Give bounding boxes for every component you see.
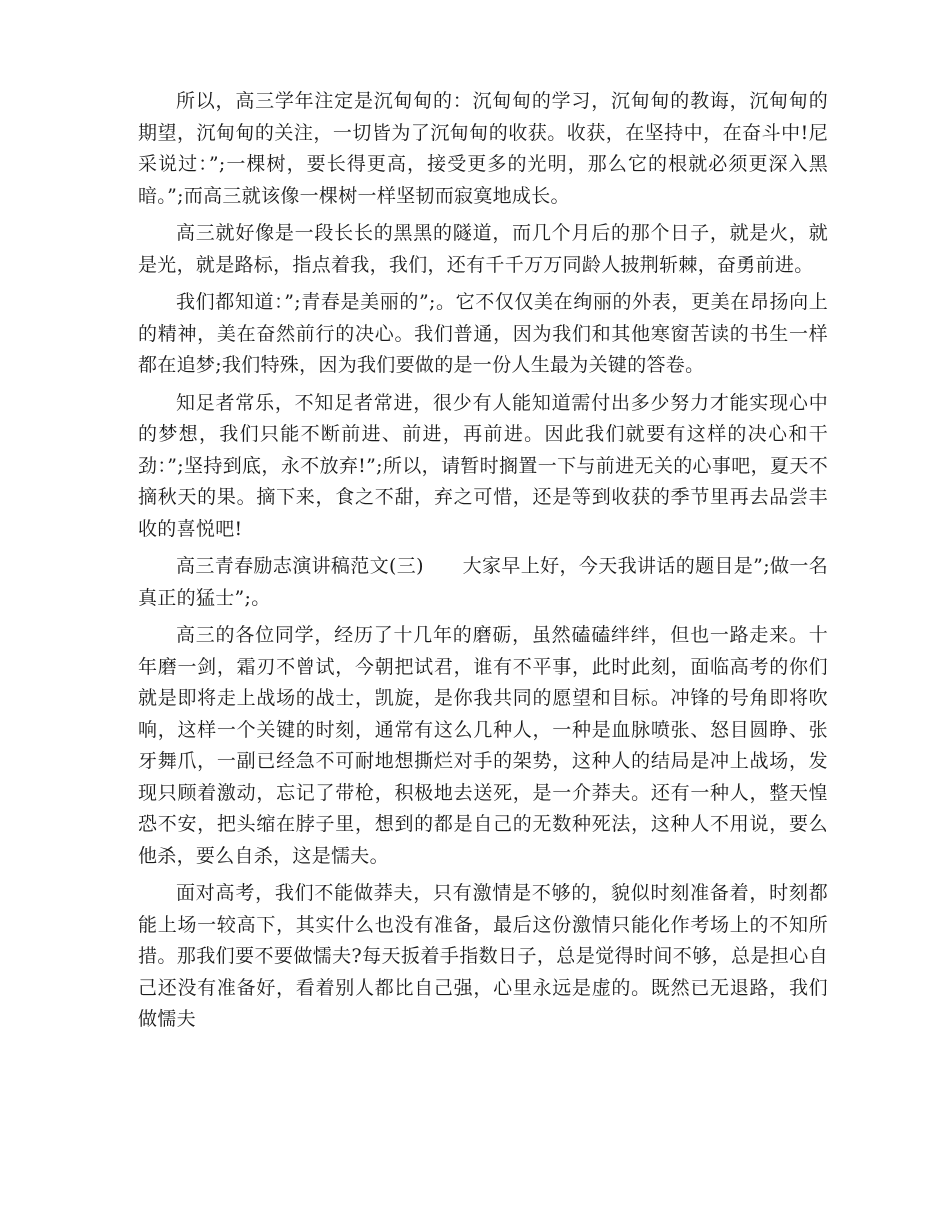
paragraph-1: 所以，高三学年注定是沉甸甸的：沉甸甸的学习，沉甸甸的教诲，沉甸甸的期望，沉甸甸的关注，一切皆为了沉甸甸的收获。收获，在坚持中，在奋斗中!尼采说过：”;一棵树，要长得更高，接受更多的光明，那么它的根就必须更深入黑暗。”;而高三就该像一棵树一样坚韧而寂寞地成长。: [138, 90, 828, 207]
paragraph-7: 面对高考，我们不能做莽夫，只有激情是不够的，貌似时刻准备着，时刻都能上场一较高下，其实什么也没有准备，最后这份激情只能化作考场上的不知所措。那我们要不要做懦夫?每天扳着手指数日子，总是觉得时间不够，总是担心自己还没有准备好，看着别人都比自己强，心里永远是虚的。既然已无退路，我们做懦夫: [138, 882, 828, 1030]
document-body: [138, 86, 828, 1042]
paragraph-5-section-heading: 高三青春励志演讲稿范文(三) 大家早上好，今天我讲话的题目是”;做一名真正的猛士”;。: [138, 555, 828, 609]
paragraph-4: 知足者常乐，不知足者常进，很少有人能知道需付出多少努力才能实现心中的梦想，我们只能不断前进、前进，再前进。因此我们就要有这样的决心和干劲：”;坚持到底，永不放弃!”;所以，请暂时搁置一下与前进无关的心事吧，夏天不摘秋天的果。摘下来，食之不甜，弃之可惜，还是等到收获的季节里再去品尝丰收的喜悦吧!: [138, 391, 828, 540]
paragraph-6: 高三的各位同学，经历了十几年的磨砺，虽然磕磕绊绊，但也一路走来。十年磨一剑，霜刃不曾试，今朝把试君，谁有不平事，此时此刻，面临高考的你们就是即将走上战场的战士，凯旋，是你我共同的愿望和目标。冲锋的号角即将吹响，这样一个关键的时刻，通常有这么几种人，一种是血脉喷张、怒目圆睁、张牙舞爪，一副已经急不可耐地想撕烂对手的架势，这种人的结局是冲上战场，发现只顾着激动，忘记了带枪，积极地去送死，是一介莽夫。还有一种人，整天惶恐不安，把头缩在脖子里，想到的都是自己的无数种死法，这种人不用说，要么他杀，要么自杀，这是懦夫。: [138, 624, 828, 867]
paragraph-2: 高三就好像是一段长长的黑黑的隧道，而几个月后的那个日子，就是火，就是光，就是路标，指点着我，我们，还有千千万万同龄人披荆斩棘，奋勇前进。: [138, 222, 828, 276]
paragraph-3: 我们都知道：”;青春是美丽的”;。它不仅仅美在绚丽的外表，更美在昂扬向上的精神，美在奋然前行的决心。我们普通，因为我们和其他寒窗苦读的书生一样都在追梦;我们特殊，因为我们要做的是一份人生最为关键的答卷。: [138, 291, 828, 376]
